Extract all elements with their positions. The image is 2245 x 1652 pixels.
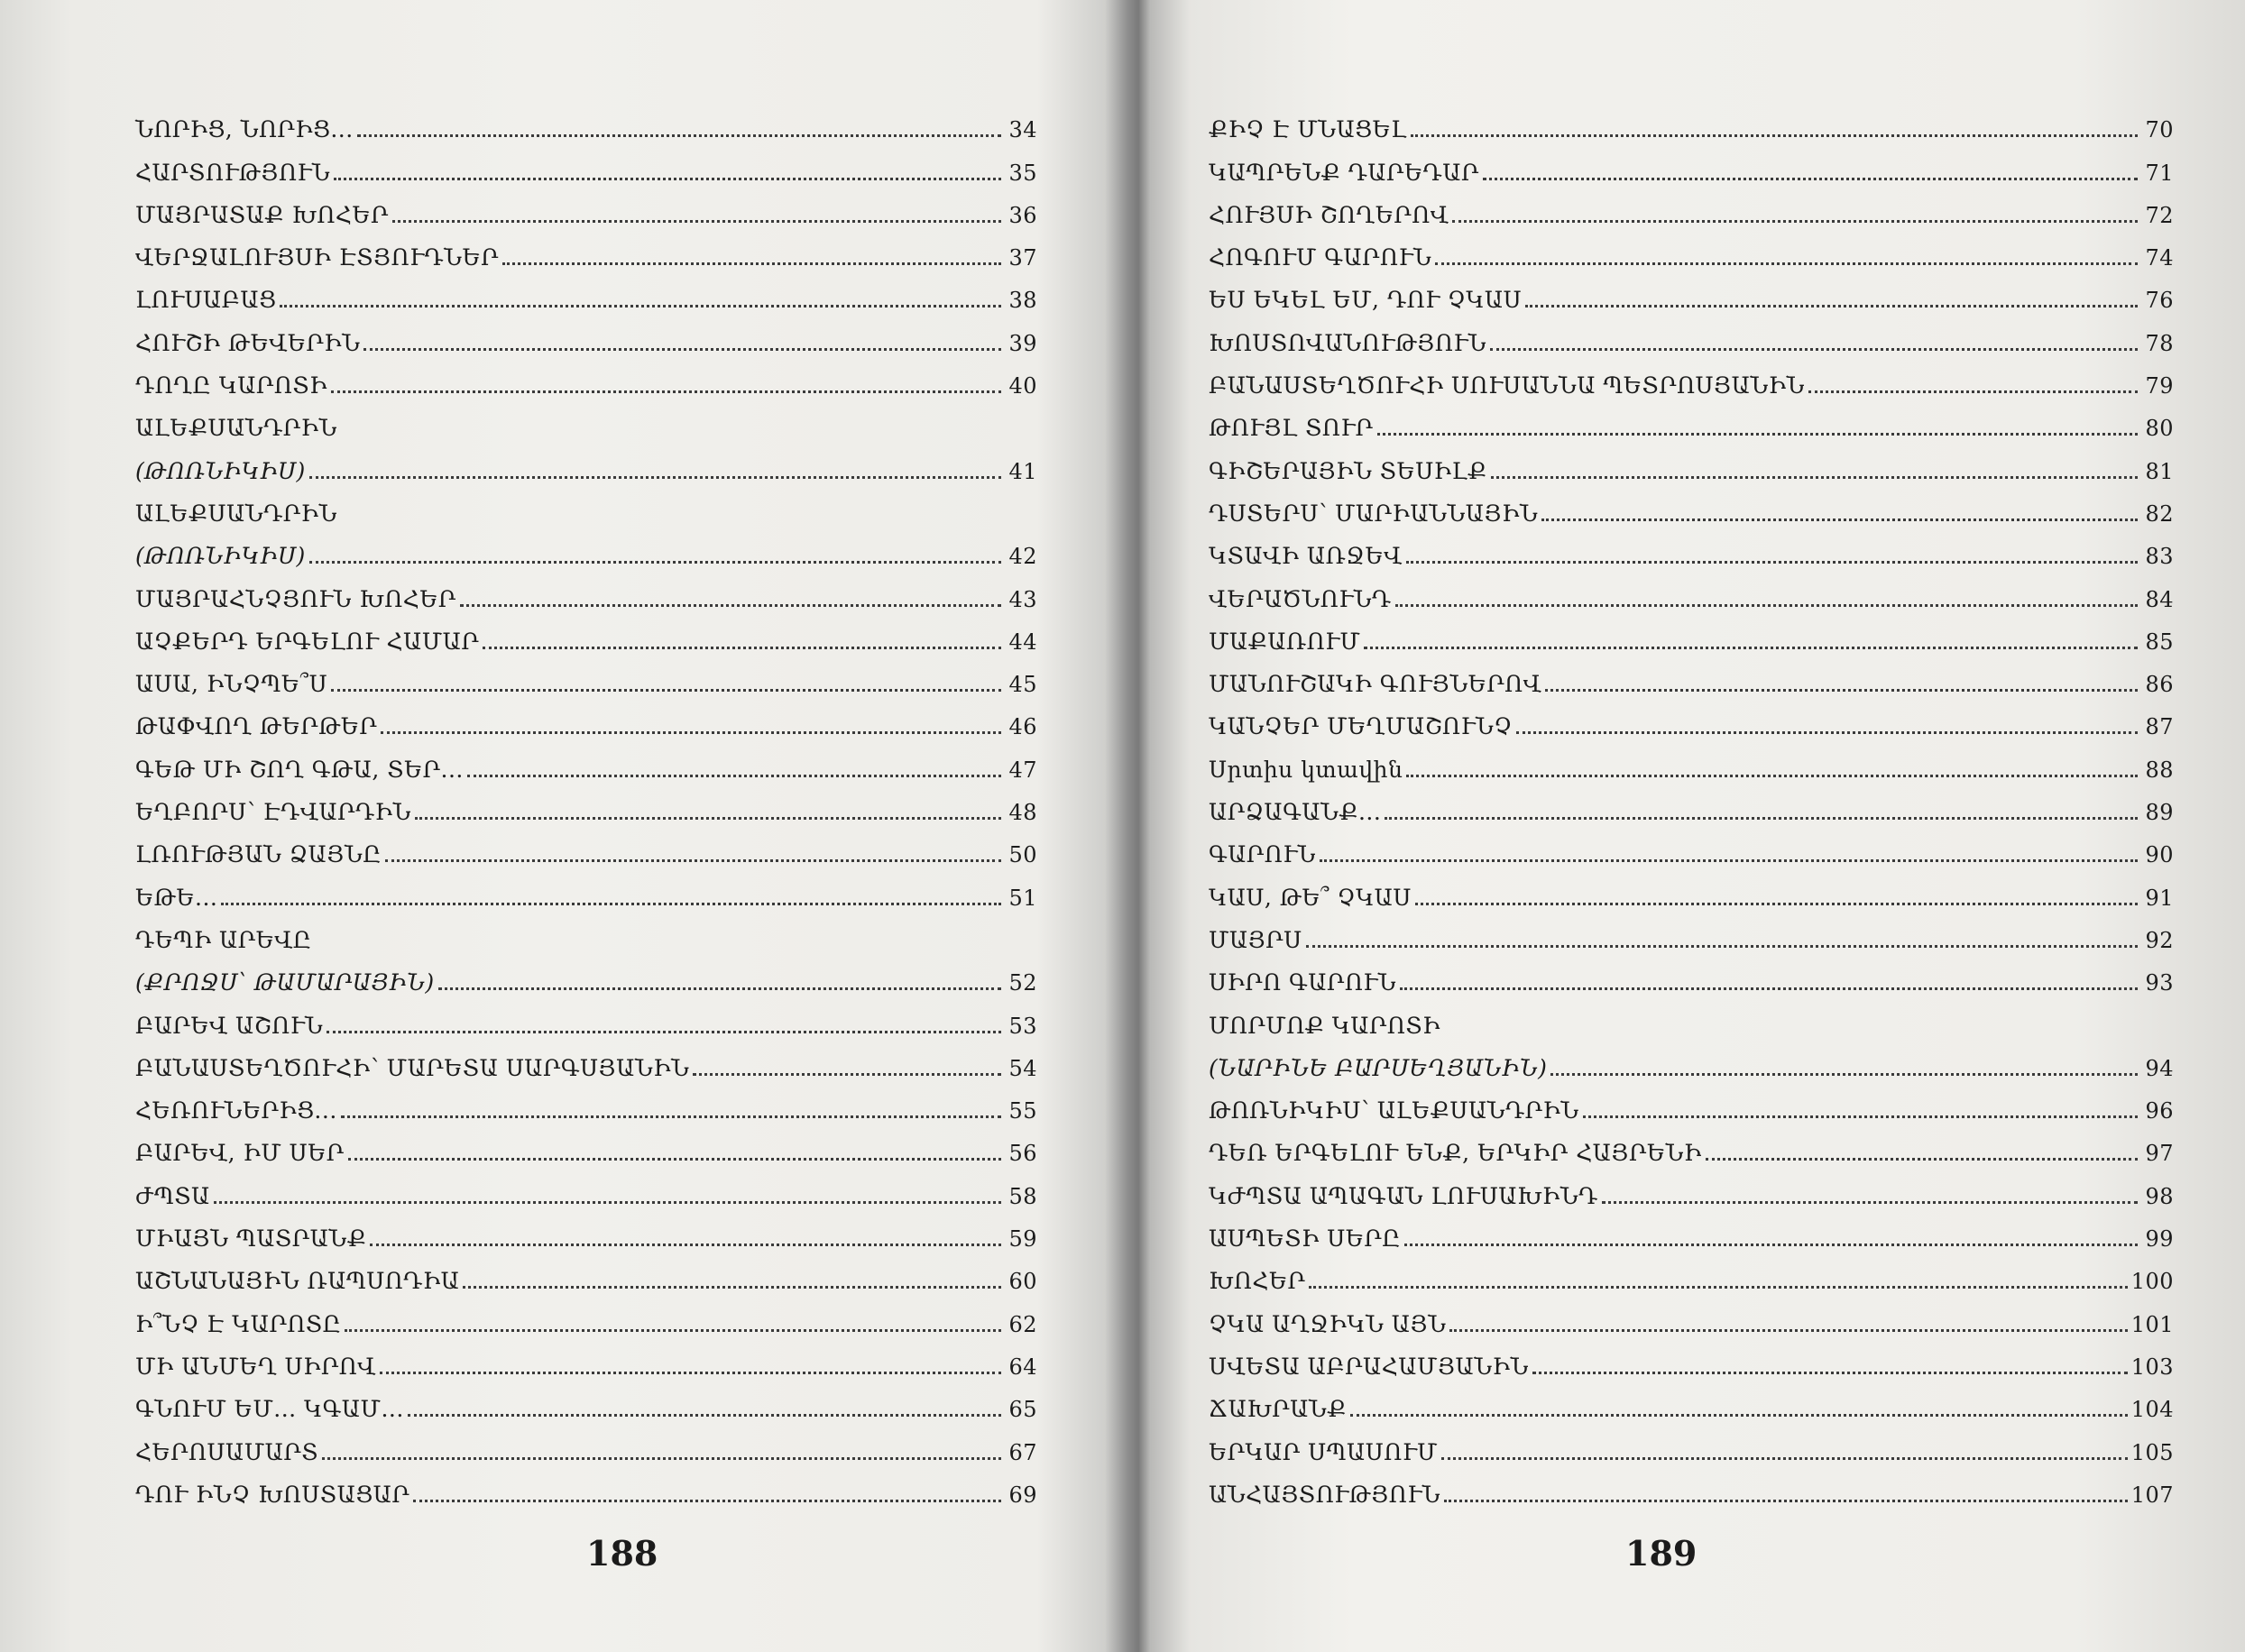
toc-entry-page: 98: [2145, 1183, 2174, 1209]
toc-entry: [1209, 912, 2174, 954]
toc-entry-page: 55: [1008, 1098, 1037, 1124]
toc-entry-title: ՎԵՐՋԱԼՈՒՅՍԻ ԷՏՅՈՒԴՆԵՐ: [135, 244, 499, 271]
toc-entry-page: 50: [1008, 842, 1037, 868]
toc-entry: [135, 1082, 1037, 1124]
toc-entry: [1209, 996, 2174, 1039]
toc-entry-title: ԵՂԲՈՐՍ՝ ԷԴՎԱՐԴԻՆ: [135, 799, 411, 826]
toc-entry-page: 81: [2145, 458, 2174, 484]
dot-leader: [1441, 1457, 2128, 1460]
dot-leader: [309, 476, 1001, 479]
dot-leader: [331, 689, 1001, 692]
toc-entry-title: ՍԻՐՈ ԳԱՐՈՒՆ: [1209, 969, 1396, 996]
toc-entry-title: ԲԱՆԱՍՏԵՂԾՈՒՀԻ՝ ՄԱՐԵՏԱ ՍԱՐԳՍՅԱՆԻՆ: [135, 1054, 690, 1081]
toc-entry-title: ՀՈՒՅՍԻ ՇՈՂԵՐՈՎ: [1209, 201, 1449, 228]
dot-leader: [1452, 220, 2138, 223]
dot-leader: [1400, 987, 2138, 990]
dot-leader: [1385, 817, 2138, 820]
toc-entry-title: (ՆԱՐԻՆԵ ԲԱՐՍԵՂՅԱՆԻՆ): [1209, 1054, 1548, 1081]
dot-leader: [1404, 1244, 2138, 1246]
toc-entry: [1209, 784, 2174, 826]
toc-entry: [135, 698, 1037, 740]
toc-entry-page: 86: [2145, 672, 2174, 698]
dot-leader: [1444, 1500, 2128, 1502]
dot-leader: [502, 262, 1001, 265]
toc-entry-page: 103: [2130, 1354, 2174, 1380]
toc-entry-page: 96: [2145, 1098, 2174, 1124]
toc-entry-page: 99: [2145, 1226, 2174, 1253]
toc-entry-title: ԴԵՊԻ ԱՐԵՎԸ: [135, 926, 312, 953]
toc-entry-title: ԴՈՂԸ ԿԱՐՈՏԻ: [135, 372, 327, 399]
toc-entry-page: 72: [2145, 202, 2174, 228]
toc-entry-title: ՆՈՐԻՑ, ՆՈՐԻՑ...: [135, 116, 354, 143]
toc-entry: [135, 442, 1037, 484]
toc-entry-page: 85: [2145, 629, 2174, 655]
dot-leader: [460, 604, 1001, 607]
toc-entry: [1209, 271, 2174, 314]
toc-entry-page: 69: [1008, 1482, 1037, 1508]
toc-entry: [1209, 613, 2174, 656]
dot-leader: [1415, 903, 2138, 905]
toc-entry: [1209, 143, 2174, 186]
dot-leader: [1706, 1158, 2138, 1161]
toc-entry-page: 82: [2145, 500, 2174, 527]
toc-entry: [135, 399, 1037, 442]
dot-leader: [1545, 689, 2138, 692]
dot-leader: [1364, 647, 2138, 649]
toc-entry-page: 47: [1008, 757, 1037, 783]
toc-entry: [1209, 442, 2174, 484]
toc-entry-title: ԱՉՔԵՐԴ ԵՐԳԵԼՈՒ ՀԱՄԱՐ: [135, 628, 480, 655]
toc-entry: [135, 187, 1037, 229]
dot-leader: [363, 348, 1001, 351]
dot-leader: [413, 1500, 1001, 1502]
toc-entry-title: ԴՈՒ ԻՆՉ ԽՈՍՏԱՑԱՐ: [135, 1481, 410, 1508]
toc-entry: [135, 229, 1037, 271]
toc-entry: [1209, 740, 2174, 783]
toc-entry: [135, 143, 1037, 186]
dot-leader: [214, 1201, 1001, 1204]
left-page: [0, 0, 1118, 1652]
toc-entry-title: ԼՌՈՒԹՅԱՆ ՁԱՅՆԸ: [135, 841, 382, 868]
toc-entry-page: 76: [2145, 288, 2174, 314]
toc-entry-page: 54: [1008, 1055, 1037, 1081]
toc-entry-title: ԹՈՌՆԻԿԻՍ՝ ԱԼԵՔՍԱՆԴՐԻՆ: [1209, 1097, 1579, 1124]
dot-leader: [1320, 859, 2138, 862]
dot-leader: [408, 1414, 1001, 1417]
toc-entry-page: 93: [2145, 970, 2174, 996]
toc-entry: [1209, 187, 2174, 229]
toc-entry-title: ՄԱՆՈՒՇԱԿԻ ԳՈՒՅՆԵՐՈՎ: [1209, 671, 1542, 698]
toc-entry-page: 60: [1008, 1269, 1037, 1295]
toc-entry: [1209, 1040, 2174, 1082]
toc-entry-title: ՄՈՐՄՈՔ ԿԱՐՈՏԻ: [1209, 1012, 1440, 1039]
dot-leader: [370, 1244, 1001, 1246]
dot-leader: [483, 647, 1001, 649]
toc-entry-page: 94: [2145, 1055, 2174, 1081]
toc-entry-title: ԱՍԱ, ԻՆՉՊԵ՞Ս: [135, 671, 328, 698]
toc-entry: [135, 996, 1037, 1039]
toc-entry-title: ԿԱՆՉԵՐ ՄԵՂՄԱՇՈՒՆՉ: [1209, 713, 1513, 740]
toc-entry: [1209, 1295, 2174, 1337]
toc-entry-title: ՀԵՌՈՒՆԵՐԻՑ...: [135, 1097, 337, 1124]
dot-leader: [1808, 390, 2138, 393]
toc-entry: [135, 784, 1037, 826]
toc-entry-page: 40: [1008, 373, 1037, 399]
table-of-contents-left: [135, 101, 1037, 1509]
toc-entry-title: ՄԻԱՅՆ ՊԱՏՐԱՆՔ: [135, 1225, 367, 1253]
dot-leader: [467, 775, 1001, 777]
dot-leader: [392, 220, 1001, 223]
dot-leader: [1395, 604, 2138, 607]
toc-entry: [135, 101, 1037, 143]
toc-entry: [135, 1124, 1037, 1167]
dot-leader: [345, 1329, 1001, 1332]
toc-entry-title: ՔԻՉ Է ՄՆԱՑԵԼ: [1209, 116, 1407, 143]
toc-entry-title: ԿԱՍ, ԹԵ՞ ՉԿԱՍ: [1209, 884, 1412, 911]
toc-entry-title: ԳԱՐՈՒՆ: [1209, 841, 1316, 868]
toc-entry-title: Ի՞ՆՉ Է ԿԱՐՈՏԸ: [135, 1310, 342, 1337]
toc-entry: [1209, 656, 2174, 698]
toc-entry-page: 70: [2145, 117, 2174, 143]
toc-entry-title: ՀՈԳՈՒՄ ԳԱՐՈՒՆ: [1209, 244, 1432, 271]
toc-entry: [135, 1466, 1037, 1509]
dot-leader: [1435, 262, 2138, 265]
toc-entry: [135, 1423, 1037, 1465]
toc-entry-title: ԵԹԵ...: [135, 884, 218, 911]
toc-entry-page: 51: [1008, 885, 1037, 911]
toc-entry: [135, 1167, 1037, 1209]
toc-entry-page: 101: [2130, 1311, 2174, 1337]
toc-entry-page: 67: [1008, 1439, 1037, 1465]
page-number-right: 189: [1625, 1533, 1698, 1574]
dot-leader: [331, 390, 1001, 393]
toc-entry-page: 74: [2145, 245, 2174, 271]
toc-entry: [135, 656, 1037, 698]
toc-entry-page: 78: [2145, 330, 2174, 356]
toc-entry-page: 36: [1008, 202, 1037, 228]
dot-leader: [1411, 134, 2138, 137]
toc-entry-page: 84: [2145, 586, 2174, 612]
toc-entry-title: ԺՊՏԱ: [135, 1182, 210, 1209]
toc-entry: [1209, 1466, 2174, 1509]
toc-entry: [135, 357, 1037, 399]
toc-entry: [1209, 826, 2174, 868]
toc-entry-title: ԳԵԹ ՄԻ ՇՈՂ ԳԹԱ, ՏԵՐ...: [135, 756, 464, 783]
toc-entry-title: ԽՈՀԵՐ: [1209, 1268, 1306, 1295]
toc-entry-title: ՀԵՐՈՍԱՄԱՐՏ: [135, 1438, 319, 1465]
toc-entry-title: ԿՏԱՎԻ ԱՌՋԵՎ: [1209, 543, 1403, 570]
toc-entry-title: (ՔՐՈՋՍ՝ ԹԱՄԱՐԱՅԻՆ): [135, 969, 435, 996]
toc-entry-title: ԵՐԿԱՐ ՍՊԱՍՈՒՄ: [1209, 1438, 1438, 1465]
dot-leader: [1406, 561, 2138, 564]
toc-entry-title: ԱՍՊԵՏԻ ՍԵՐԸ: [1209, 1225, 1402, 1253]
dot-leader: [1516, 731, 2138, 734]
toc-entry: [135, 528, 1037, 570]
toc-entry-page: 41: [1008, 458, 1037, 484]
toc-entry-page: 35: [1008, 160, 1037, 186]
dot-leader: [1525, 305, 2138, 307]
toc-entry-page: 79: [2145, 373, 2174, 399]
toc-entry: [135, 1338, 1037, 1381]
toc-entry-title: ՀԱՐՏՈՒԹՅՈՒՆ: [135, 159, 331, 186]
toc-entry-page: 92: [2145, 927, 2174, 953]
dot-leader: [1483, 178, 2138, 180]
dot-leader: [1350, 1414, 2128, 1417]
toc-entry-page: 59: [1008, 1226, 1037, 1253]
toc-entry-page: 87: [2145, 714, 2174, 740]
toc-entry-page: 42: [1008, 544, 1037, 570]
toc-entry-title: ՃԱԽՐԱՆՔ: [1209, 1396, 1347, 1423]
toc-entry: [1209, 1210, 2174, 1253]
toc-entry: [1209, 229, 2174, 271]
dot-leader: [1550, 1073, 2138, 1076]
toc-entry-page: 39: [1008, 330, 1037, 356]
toc-entry-title: ԹՈՒՅԼ ՏՈՒՐ: [1209, 415, 1374, 442]
toc-entry-page: 100: [2130, 1269, 2174, 1295]
toc-entry: [135, 314, 1037, 356]
toc-entry: [1209, 570, 2174, 612]
toc-entry-page: 53: [1008, 1013, 1037, 1039]
dot-leader: [381, 731, 1001, 734]
toc-entry-page: 58: [1008, 1183, 1037, 1209]
toc-entry-title: ԹԱՓՎՈՂ ԹԵՐԹԵՐ: [135, 713, 378, 740]
toc-entry: [135, 954, 1037, 996]
dot-leader: [327, 1031, 1001, 1033]
toc-entry: [1209, 357, 2174, 399]
dot-leader: [341, 1115, 1001, 1118]
toc-entry: [135, 912, 1037, 954]
dot-leader: [1602, 1201, 2138, 1204]
dot-leader: [1309, 1286, 2127, 1289]
toc-entry-title: ՎԵՐԱԾՆՈՒՆԴ: [1209, 585, 1392, 612]
dot-leader: [1406, 775, 2138, 777]
toc-entry: [1209, 399, 2174, 442]
dot-leader: [1491, 476, 2138, 479]
right-page: [1138, 0, 2245, 1652]
toc-entry-page: 97: [2145, 1141, 2174, 1167]
toc-entry-title: ՍՎԵՏԱ ԱԲՐԱՀԱՄՅԱՆԻՆ: [1209, 1353, 1529, 1380]
toc-entry: [1209, 954, 2174, 996]
toc-entry: [1209, 1423, 2174, 1465]
toc-entry: [135, 271, 1037, 314]
toc-entry: [1209, 314, 2174, 356]
dot-leader: [1541, 519, 2138, 521]
toc-entry-page: 38: [1008, 288, 1037, 314]
toc-entry-page: 83: [2145, 544, 2174, 570]
dot-leader: [1532, 1372, 2128, 1374]
dot-leader: [380, 1372, 1001, 1374]
toc-entry-page: 46: [1008, 714, 1037, 740]
toc-entry-page: 91: [2145, 885, 2174, 911]
dot-leader: [334, 178, 1001, 180]
toc-entry-page: 56: [1008, 1141, 1037, 1167]
dot-leader: [1449, 1329, 2127, 1332]
toc-entry: [135, 826, 1037, 868]
toc-entry-page: 37: [1008, 245, 1037, 271]
toc-entry: [135, 868, 1037, 911]
toc-entry-page: 107: [2130, 1482, 2174, 1508]
toc-entry-page: 34: [1008, 117, 1037, 143]
toc-entry: [1209, 868, 2174, 911]
toc-entry-title: ԱՐՁԱԳԱՆՔ...: [1209, 799, 1382, 826]
dot-leader: [280, 305, 1001, 307]
dot-leader: [357, 134, 1001, 137]
toc-entry: [1209, 485, 2174, 528]
toc-entry-page: 88: [2145, 757, 2174, 783]
toc-entry-page: 62: [1008, 1311, 1037, 1337]
toc-entry: [1209, 528, 2174, 570]
toc-entry-title: ՄԱՅՐՍ: [1209, 926, 1302, 953]
toc-entry: [1209, 1253, 2174, 1295]
toc-entry: [135, 1040, 1037, 1082]
toc-entry-title: ԲԱՐԵՎ, ԻՄ ՍԵՐ: [135, 1140, 345, 1167]
page-number-left: 188: [586, 1533, 658, 1574]
toc-entry-page: 71: [2145, 160, 2174, 186]
toc-entry-title: (ԹՈՌՆԻԿԻՍ): [135, 457, 306, 484]
toc-entry: [135, 1381, 1037, 1423]
toc-entry-title: ԲԱՆԱՍՏԵՂԾՈՒՀԻ ՍՈՒՍԱՆՆԱ ՊԵՏՐՈՍՅԱՆԻՆ: [1209, 372, 1805, 399]
dot-leader: [309, 561, 1001, 564]
dot-leader: [415, 817, 1001, 820]
toc-entry-title: ԱԼԵՔՍԱՆԴՐԻՆ: [135, 415, 337, 442]
toc-entry-title: ԳԻՇԵՐԱՅԻՆ ՏԵՍԻԼՔ: [1209, 457, 1487, 484]
toc-entry-title: ԴԵՌ ԵՐԳԵԼՈՒ ԵՆՔ, ԵՐԿԻՐ ՀԱՅՐԵՆԻ: [1209, 1140, 1702, 1167]
toc-entry-title: ԱՇՆԱՆԱՅԻՆ ՌԱՊՍՈԴԻԱ: [135, 1268, 460, 1295]
toc-entry-title: ՄԻ ԱՆՄԵՂ ՍԻՐՈՎ: [135, 1353, 376, 1380]
toc-entry-title: ԽՈՍՏՈՎԱՆՈՒԹՅՈՒՆ: [1209, 329, 1487, 356]
dot-leader: [438, 987, 1001, 990]
dot-leader: [322, 1457, 1001, 1460]
toc-entry: [135, 740, 1037, 783]
dot-leader: [221, 903, 1001, 905]
dot-leader: [463, 1286, 1001, 1289]
dot-leader: [1583, 1115, 2138, 1118]
toc-entry-page: 64: [1008, 1354, 1037, 1380]
toc-entry: [1209, 1381, 2174, 1423]
toc-entry-title: ԿԱՊՐԵՆՔ ԴԱՐԵԴԱՐ: [1209, 159, 1479, 186]
toc-entry-title: ՄԱՔԱՌՈՒՄ: [1209, 628, 1361, 655]
toc-entry-title: ԴՍՏԵՐՍ՝ ՄԱՐԻԱՆՆԱՅԻՆ: [1209, 500, 1539, 527]
toc-entry-title: ՀՈՒՇԻ ԹԵՎԵՐԻՆ: [135, 329, 361, 356]
dot-leader: [1306, 945, 2138, 948]
toc-entry: [135, 1295, 1037, 1337]
toc-entry-title: ՄԱՅՐԱՀՆՉՅՈՒՆ ԽՈՀԵՐ: [135, 585, 456, 612]
toc-entry: [135, 570, 1037, 612]
toc-entry: [135, 1210, 1037, 1253]
toc-entry: [135, 1253, 1037, 1295]
toc-entry-page: 90: [2145, 842, 2174, 868]
toc-entry: [1209, 101, 2174, 143]
toc-entry-page: 65: [1008, 1397, 1037, 1423]
toc-entry-page: 52: [1008, 970, 1037, 996]
table-of-contents-right: [1209, 101, 2174, 1509]
toc-entry: [1209, 1167, 2174, 1209]
toc-entry-title: ՄԱՅՐԱՏԱՔ ԽՈՀԵՐ: [135, 201, 389, 228]
toc-entry: [135, 613, 1037, 656]
toc-entry: [135, 485, 1037, 528]
dot-leader: [1490, 348, 2138, 351]
toc-entry-title: ԿԺՊՏԱ ԱՊԱԳԱՆ ԼՈՒՍԱԽԻՆԴ: [1209, 1182, 1598, 1209]
toc-entry: [1209, 698, 2174, 740]
toc-entry-title: ԲԱՐԵՎ ԱՇՈՒՆ: [135, 1012, 324, 1039]
toc-entry-page: 43: [1008, 586, 1037, 612]
toc-entry-page: 48: [1008, 800, 1037, 826]
toc-entry-title: ԳՆՈՒՄ ԵՄ... ԿԳԱՄ...: [135, 1396, 404, 1423]
toc-entry-title: ԼՈՒՍԱԲԱՑ: [135, 287, 277, 314]
toc-entry-page: 104: [2130, 1397, 2174, 1423]
toc-entry-page: 80: [2145, 416, 2174, 442]
dot-leader: [693, 1073, 1001, 1076]
toc-entry: [1209, 1338, 2174, 1381]
toc-entry-title: (ԹՈՌՆԻԿԻՍ): [135, 543, 306, 570]
toc-entry-title: ԵՍ ԵԿԵԼ ԵՄ, ԴՈՒ ՉԿԱՍ: [1209, 287, 1523, 314]
toc-entry: [1209, 1124, 2174, 1167]
dot-leader: [385, 859, 1001, 862]
dot-leader: [1377, 433, 2138, 436]
toc-entry-title: ԱՆՀԱՅՏՈՒԹՅՈՒՆ: [1209, 1481, 1440, 1508]
toc-entry-title: ՉԿԱ ԱՂՋԻԿՆ ԱՅՆ: [1209, 1310, 1447, 1337]
toc-entry-title: Սրտիս կտավին: [1209, 756, 1403, 783]
toc-entry: [1209, 1082, 2174, 1124]
toc-entry-page: 105: [2130, 1439, 2174, 1465]
toc-entry-page: 44: [1008, 629, 1037, 655]
toc-entry-page: 45: [1008, 672, 1037, 698]
dot-leader: [348, 1158, 1001, 1161]
toc-entry-title: ԱԼԵՔՍԱՆԴՐԻՆ: [135, 500, 337, 527]
toc-entry-page: 89: [2145, 800, 2174, 826]
